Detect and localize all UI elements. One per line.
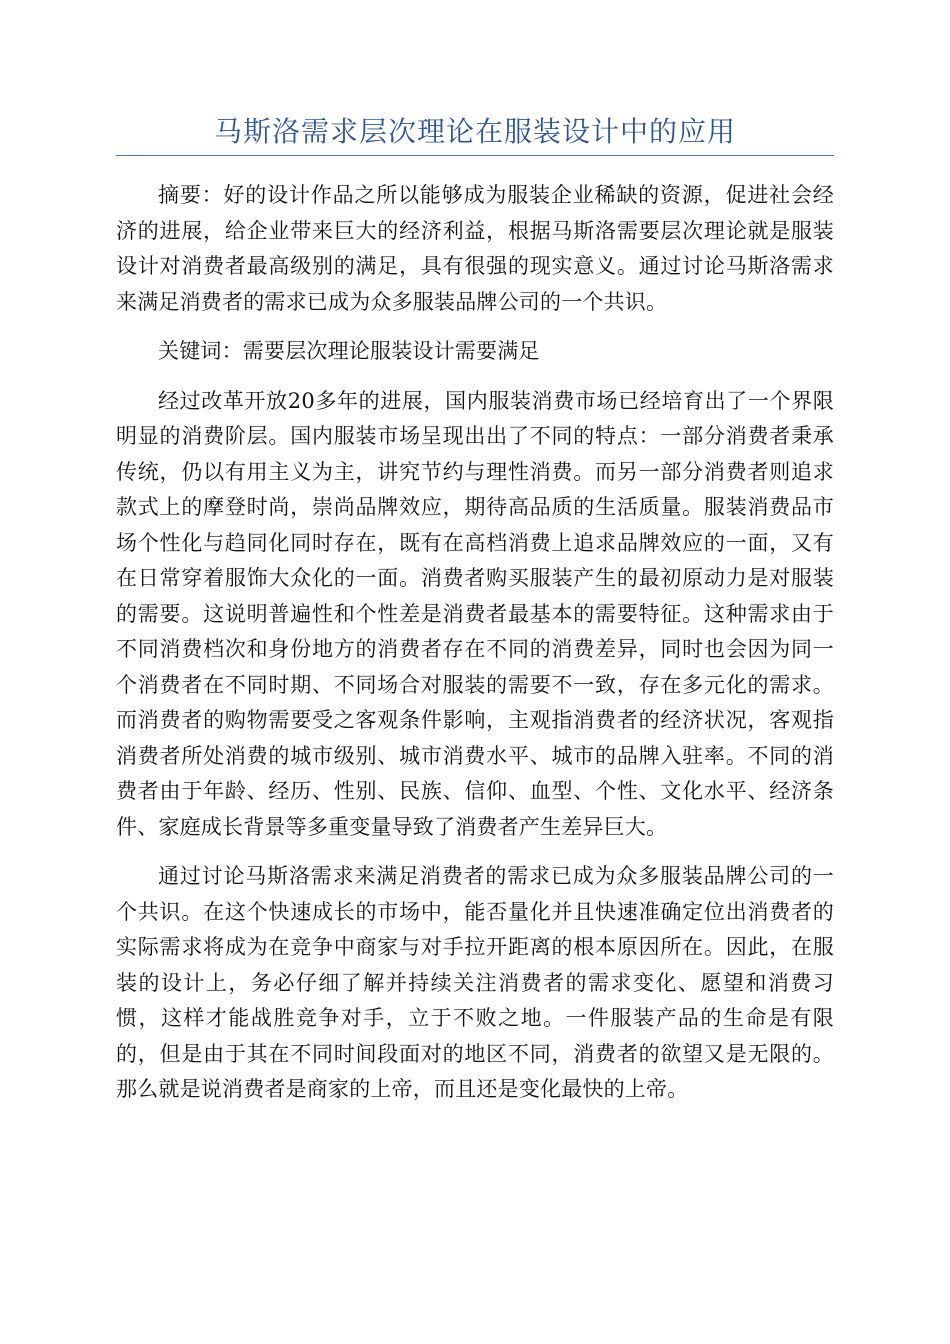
body-paragraph-1: 经过改革开放20多年的进展，国内服装消费市场已经培育出了一个界限明显的消费阶层。国内服装市场呈现出出了不同的特点：一部分消费者秉承传统，仍以有用主义为主，讲究节约与理性消费。而另一部分消费者则追求款式上的摩登时尚，崇尚品牌效应，期待高品质的生活质量。服装消费品市场个性化与趋同化同时存在，既有在高档消费上追求品牌效应的一面，又有在日常穿着服饰大众化的一面。消费者购买服装产生的最初原动力是对服装的需要。这说明普遍性和个性差是消费者最基本的需要特征。这种需求由于不同消费档次和身份地方的消费者存在不同的消费差异，同时也会因为同一个消费者在不同时期、不同场合对服装的需要不一致，存在多元化的需求。而消费者的购物需要受之客观条件影响，主观指消费者的经济状况，客观指消费者所处消费的城市级别、城市消费水平、城市的品牌入驻率。不同的消费者由于年龄、经历、性别、民族、信仰、血型、个性、文化水平、经济条件、家庭成长背景等多重变量导致了消费者产生差异巨大。 bbox=[116, 388, 834, 839]
abstract-paragraph: 摘要：好的设计作品之所以能够成为服装企业稀缺的资源，促进社会经济的进展，给企业带来巨大的经济利益，根据马斯洛需要层次理论就是服装设计对消费者最高级别的满足，具有很强的现实意义。通过讨论马斯洛需求来满足消费者的需求已成为众多服装品牌公司的一个共识。 bbox=[116, 183, 834, 314]
keywords-paragraph: 关键词：需要层次理论服装设计需要满足 bbox=[158, 339, 540, 363]
title-underline bbox=[116, 155, 834, 156]
document-body bbox=[116, 178, 834, 1122]
body-paragraph-2: 通过讨论马斯洛需求来满足消费者的需求已成为众多服装品牌公司的一个共识。在这个快速成长的市场中，能否量化并且快速准确定位出消费者的实际需求将成为在竞争中商家与对手拉开距离的根本原因所在。因此，在服装的设计上，务必仔细了解并持续关注消费者的需求变化、愿望和消费习惯，这样才能战胜竞争对手，立于不败之地。一件服装产品的生命是有限的，但是由于其在不同时间段面对的地区不同，消费者的欲望又是无限的。那么就是说消费者是商家的上帝，而且还是变化最快的上帝。 bbox=[116, 864, 834, 1101]
document-title: 马斯洛需求层次理论在服装设计中的应用 bbox=[213, 115, 736, 148]
